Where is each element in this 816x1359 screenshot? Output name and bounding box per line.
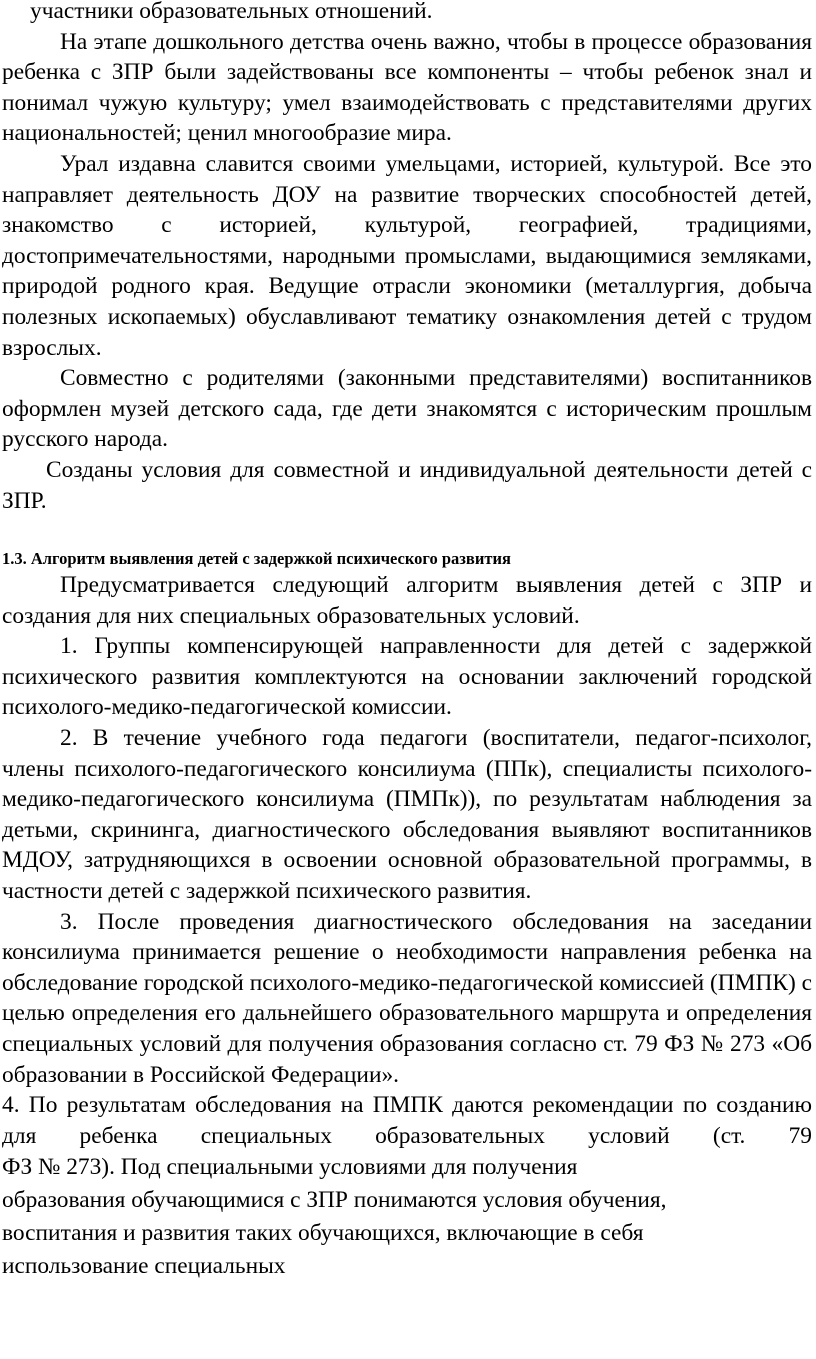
section-heading: 1.3. Алгоритм выявления детей с задержкой психического развития: [2, 549, 511, 569]
step-2: 2. В течение учебного года педагоги (воспитатели, педагог-психолог, члены психолого-педагогического консилиума (ППк), специалисты психолого-медико-педагогического консилиума (ПМПк)), по результатам наблюдения за детьми, скрининга, диагностического обследования выявляют воспитанников МДОУ, затрудняющихся в освоении основной образовательной программы, в частности детей с задержкой психического развития.: [2, 725, 812, 905]
step-4: 4. По результатам обследования на ПМПК даются рекомендации по созданию для ребенка специальных образовательных условий (ст. 79: [2, 1092, 812, 1149]
step-4-line-2: образования обучающимися с ЗПР понимаются условия обучения,: [2, 1187, 667, 1214]
paragraph-museum: Совместно с родителями (законными представителями) воспитанников оформлен музей детского сада, где дети знакомятся с историческим прошлым русского народа.: [2, 365, 812, 453]
step-4-line-4: использование специальных: [2, 1253, 286, 1280]
step-4-line-3: воспитания и развития таких обучающихся, включающие в себя: [2, 1220, 644, 1247]
step-3: 3. После проведения диагностического обследования на заседании консилиума принимается решение о необходимости направления ребенка на обследование городской психолого-медико-педагогической комиссией (ПМПК) с целью определения его дальнейшего образовательного маршрута и определения специальных условий для получения образования согласно ст. 79 ФЗ № 273 «Об образовании в Российской Федерации».: [2, 908, 812, 1088]
step-4-line-1: ФЗ № 273). Под специальными условиями для получения: [2, 1154, 578, 1181]
lead-line: участники образовательных отношений.: [30, 0, 433, 24]
paragraph-intro: Предусматривается следующий алгоритм выявления детей с ЗПР и создания для них специальных образовательных условий.: [2, 572, 812, 629]
spacer: [2, 516, 812, 548]
paragraph-conditions: Созданы условия для совместной и индивидуальной деятельности детей с ЗПР.: [2, 456, 812, 514]
paragraph-preschool: На этапе дошкольного детства очень важно, чтобы в процессе образования ребенка с ЗПР были задействованы все компоненты – чтобы ребенок знал и понимал чужую культуру; умел взаимодействовать с представителями других национальностей; ценил многообразие мира.: [2, 28, 812, 147]
paragraph-ural: Урал издавна славится своими умельцами, историей, культурой. Все это направляет деятельность ДОУ на развитие творческих способностей детей, знакомство с историей, культурой, географией, традициями, достопримечательностями, народными промыслами, выдающимися земляками, природой родного края. Ведущие отрасли экономики (металлургия, добыча полезных ископаемых) обуславливают тематику ознакомления детей с трудом взрослых.: [2, 150, 812, 361]
step-1: 1. Группы компенсирующей направленности для детей с задержкой психического развития комплектуются на основании заключений городской психолого-медико-педагогической комиссии.: [2, 633, 812, 721]
